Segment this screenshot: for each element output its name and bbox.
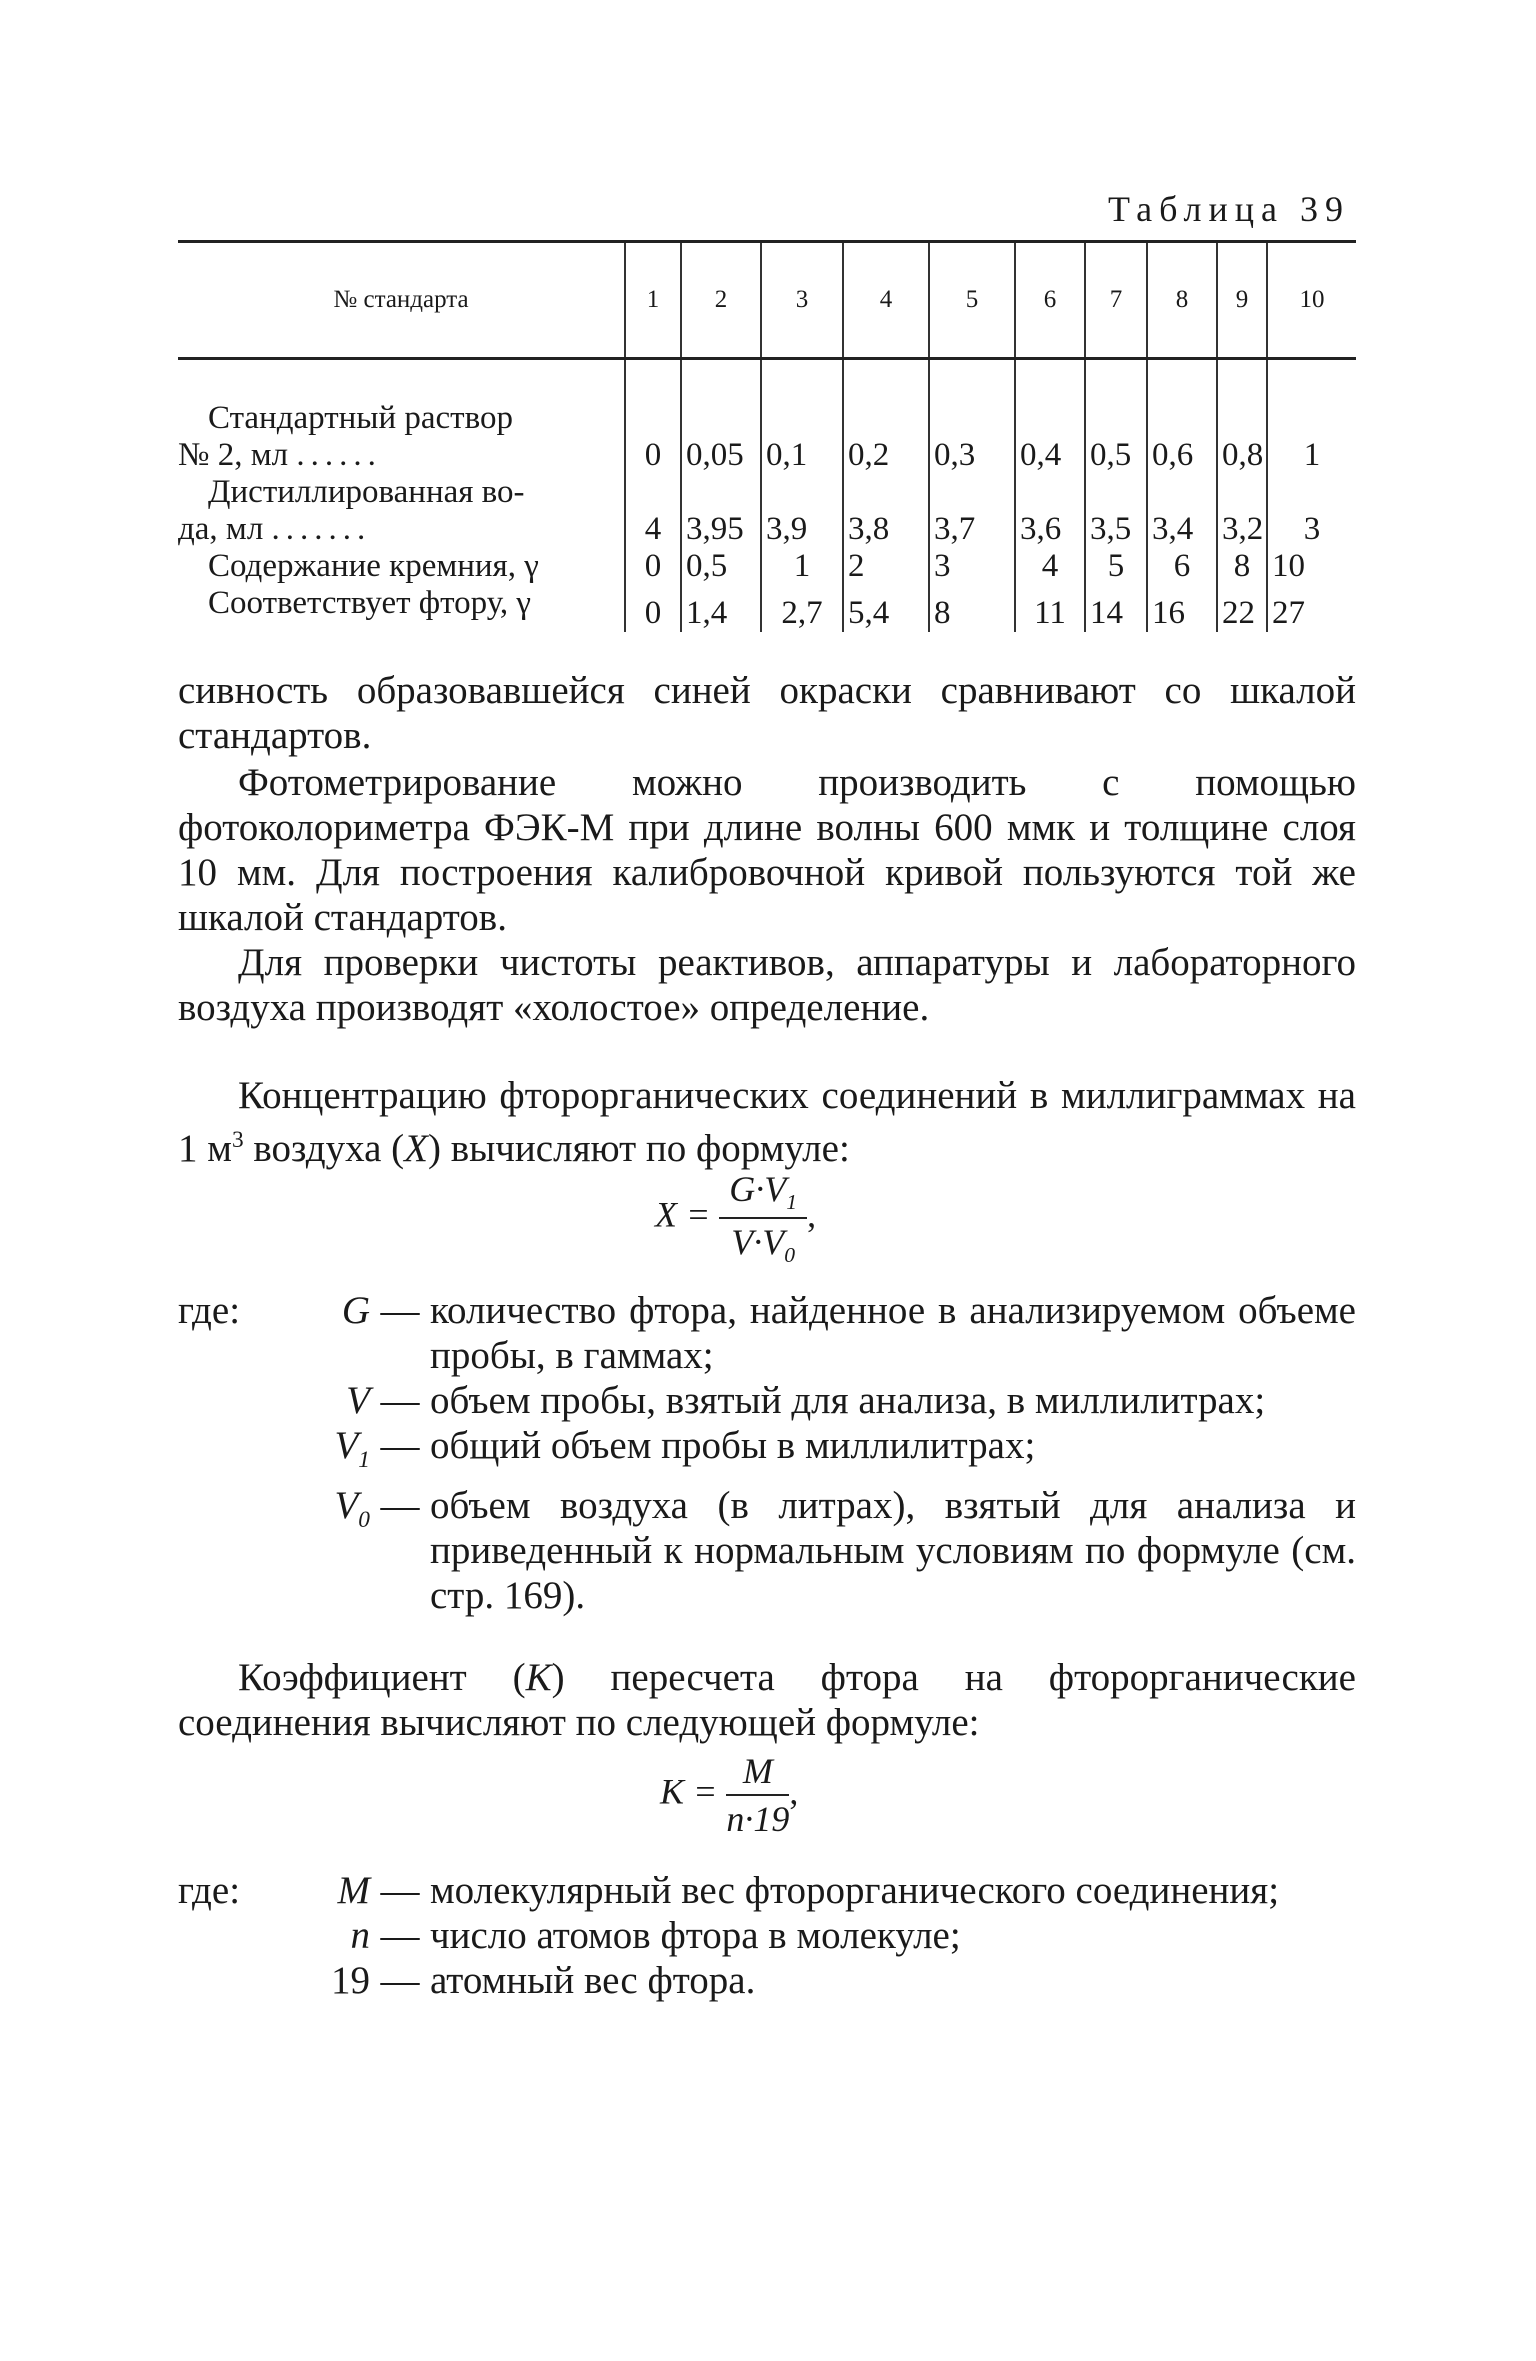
fraction xyxy=(726,1750,789,1840)
table-cell: 4 xyxy=(1015,548,1085,585)
dash: — xyxy=(380,1379,420,1422)
table-cell: 0,4 xyxy=(1015,359,1085,475)
definition-text: объем воздуха (в литрах), взятый для анализа и приведенный к нормальным условиям по формуле (см. стр. 169). xyxy=(430,1483,1356,1617)
definition-item xyxy=(178,1868,1356,1913)
dash: — xyxy=(380,1959,420,2002)
table-cell: 0,05 xyxy=(681,359,761,475)
dash: — xyxy=(380,1869,420,1912)
text-run: Коэффициент ( xyxy=(238,1656,526,1699)
table-header-row xyxy=(178,242,1356,359)
table-caption: Таблица 39 xyxy=(1108,189,1350,229)
definition-item xyxy=(178,1378,1356,1423)
table-row xyxy=(178,585,1356,632)
header-label: № стандарта xyxy=(178,242,625,359)
variable: K xyxy=(525,1656,552,1699)
table-cell: 1,4 xyxy=(681,585,761,632)
formula-tail: , xyxy=(789,1771,799,1812)
table-cell: 27 xyxy=(1267,585,1356,632)
table-cell: 3,95 xyxy=(681,474,761,548)
text-run: воздуха ( xyxy=(243,1127,405,1170)
table-cell: 3,2 xyxy=(1217,474,1267,548)
table-cell: 11 xyxy=(1015,585,1085,632)
symbol: M xyxy=(337,1869,370,1912)
paragraph: Для проверки чистоты реактивов, аппаратуры и лабораторного воздуха производят «холостое» определение. xyxy=(178,941,1356,1029)
definition-text: общий объем пробы в миллилитрах; xyxy=(430,1424,1036,1467)
text-run: ) пересчета фтора на фторорганические соединения вычисляют по следующей формуле: xyxy=(178,1656,1356,1744)
table-cell: 2 xyxy=(843,548,929,585)
table-cell: 0,1 xyxy=(761,359,843,475)
header-col: 1 xyxy=(625,242,681,359)
paragraph: сивность образовавшейся синей окраски сравнивают со шкалой стандартов. xyxy=(178,669,1356,757)
header-col: 2 xyxy=(681,242,761,359)
spacer xyxy=(178,1378,290,1423)
formula-tail: , xyxy=(807,1194,817,1235)
denominator: n·19 xyxy=(726,1799,790,1839)
definition-item xyxy=(178,1483,1356,1618)
table-cell: 16 xyxy=(1147,585,1217,632)
formula-lhs: K = xyxy=(660,1771,718,1812)
text-run: ) вычисляют по формуле: xyxy=(427,1127,850,1170)
table-cell: 0 xyxy=(625,585,681,632)
subscript: 1 xyxy=(358,1446,370,1473)
spacer xyxy=(178,1913,290,1958)
spacer xyxy=(178,1958,290,2003)
where-label: где: xyxy=(178,1869,241,1912)
symbol xyxy=(290,1423,370,1483)
row-label-line: да, мл xyxy=(178,511,264,547)
definition-item xyxy=(178,1913,1356,1958)
header-col: 8 xyxy=(1147,242,1217,359)
table-cell: 2,7 xyxy=(761,585,843,632)
table-cell: 3,6 xyxy=(1015,474,1085,548)
table-cell: 3,8 xyxy=(843,474,929,548)
formula-k xyxy=(660,1750,798,1840)
table-cell: 5,4 xyxy=(843,585,929,632)
leader-dots: ....... xyxy=(271,511,372,547)
symbol-letter: V xyxy=(334,1424,359,1467)
definitions-list xyxy=(178,1288,1356,1618)
symbol: n xyxy=(350,1914,370,1957)
row-label-line: № 2, мл xyxy=(178,437,289,473)
table-cell: 0,5 xyxy=(1085,359,1147,475)
variable: X xyxy=(404,1127,428,1170)
denominator-text: V·V xyxy=(731,1222,785,1263)
table-cell: 1 xyxy=(761,548,843,585)
table-cell: 8 xyxy=(1217,548,1267,585)
leader-dots: ...... xyxy=(296,437,382,473)
table-cell: 0,3 xyxy=(929,359,1015,475)
symbol xyxy=(290,1483,370,1618)
row-label xyxy=(178,474,625,548)
definition-text: объем пробы, взятый для анализа, в миллилитрах; xyxy=(430,1379,1266,1422)
definition-text: молекулярный вес фторорганического соединения; xyxy=(430,1869,1280,1912)
fraction xyxy=(719,1168,807,1268)
dash: — xyxy=(380,1424,420,1467)
definition-item xyxy=(178,1288,1356,1378)
table-cell: 5 xyxy=(1085,548,1147,585)
dash: — xyxy=(380,1914,420,1957)
table-cell: 6 xyxy=(1147,548,1217,585)
definition-item xyxy=(178,1958,1356,2003)
denominator xyxy=(719,1219,807,1268)
dash: — xyxy=(380,1289,420,1332)
table-cell: 0,6 xyxy=(1147,359,1217,475)
definition-text: атомный вес фтора. xyxy=(430,1959,756,2002)
table-row xyxy=(178,548,1356,585)
numerator xyxy=(719,1168,807,1219)
text-run: Концентрацию фторорганических соединений в миллиграммах на 1 м xyxy=(178,1074,1356,1170)
header-col: 6 xyxy=(1015,242,1085,359)
table-cell: 1 xyxy=(1267,359,1356,475)
subscript: 0 xyxy=(784,1243,796,1268)
definitions-list xyxy=(178,1868,1356,2003)
row-label-line: Дистиллированная во- xyxy=(208,474,525,510)
row-label: Соответствует фтору, γ xyxy=(208,585,531,621)
table-cell: 0,2 xyxy=(843,359,929,475)
table-row xyxy=(178,474,1356,548)
table-cell: 3 xyxy=(1267,474,1356,548)
symbol: 19 xyxy=(331,1959,370,2002)
table-cell: 3,9 xyxy=(761,474,843,548)
header-col: 5 xyxy=(929,242,1015,359)
header-col: 10 xyxy=(1267,242,1356,359)
subscript: 1 xyxy=(786,1190,798,1215)
paragraph xyxy=(178,1655,1356,1745)
header-col: 3 xyxy=(761,242,843,359)
table-cell: 4 xyxy=(625,474,681,548)
table-cell: 3,4 xyxy=(1147,474,1217,548)
superscript: 3 xyxy=(231,1127,244,1153)
table-cell: 8 xyxy=(929,585,1015,632)
header-col: 7 xyxy=(1085,242,1147,359)
spacer xyxy=(178,1423,290,1483)
numerator-text: G·V xyxy=(729,1169,787,1209)
spacer xyxy=(178,1483,290,1618)
where-label: где: xyxy=(178,1289,241,1332)
row-label-line: Стандартный раствор xyxy=(208,400,513,436)
table-cell: 0,5 xyxy=(681,548,761,585)
definition-item xyxy=(178,1423,1356,1483)
row-label xyxy=(178,359,625,475)
row-label: Содержание кремния, γ xyxy=(208,548,539,584)
standards-table xyxy=(178,240,1356,632)
dash: — xyxy=(380,1483,420,1527)
table-cell: 3,7 xyxy=(929,474,1015,548)
table-cell: 14 xyxy=(1085,585,1147,632)
table-cell: 22 xyxy=(1217,585,1267,632)
header-col: 9 xyxy=(1217,242,1267,359)
subscript: 0 xyxy=(358,1506,370,1533)
numerator: M xyxy=(726,1750,789,1796)
table-cell: 3 xyxy=(929,548,1015,585)
table-cell: 0 xyxy=(625,359,681,475)
symbol-letter: V xyxy=(334,1483,359,1527)
table-cell: 0 xyxy=(625,548,681,585)
header-col: 4 xyxy=(843,242,929,359)
definition-text: число атомов фтора в молекуле; xyxy=(430,1914,961,1957)
paragraph: Фотометрирование можно производить с помощью фотоколориметра ФЭК-М при длине волны 600 ммк и толщине слоя 10 мм. Для построения калибровочной кривой пользуются той же шкалой стандартов. xyxy=(178,761,1356,939)
symbol: V xyxy=(346,1379,370,1422)
formula-x xyxy=(655,1168,816,1268)
paragraph xyxy=(178,1073,1356,1171)
table-cell: 0,8 xyxy=(1217,359,1267,475)
definition-text: количество фтора, найденное в анализируемом объеме пробы, в гаммах; xyxy=(430,1289,1356,1377)
symbol: G xyxy=(341,1289,370,1332)
table-cell: 10 xyxy=(1267,548,1356,585)
table-cell: 3,5 xyxy=(1085,474,1147,548)
table-row xyxy=(178,359,1356,475)
formula-lhs: X = xyxy=(655,1194,711,1235)
